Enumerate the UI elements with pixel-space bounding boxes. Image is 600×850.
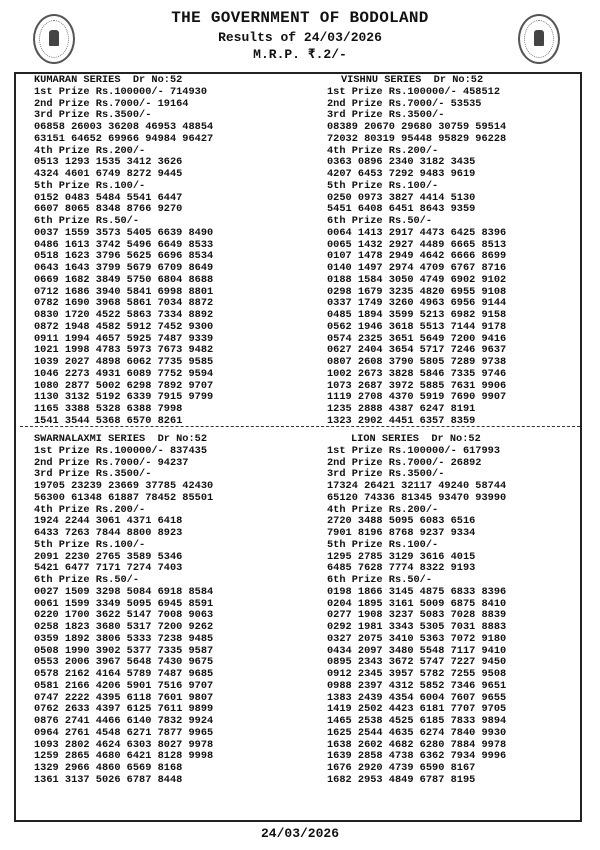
fourth-prize-numbers: 1924 2244 3061 4371 6418 [34, 515, 183, 528]
sixth-prize-numbers: 0292 1981 3343 5305 7031 8883 [327, 621, 507, 633]
fourth-prize-numbers: 7901 8196 8768 9237 9334 [327, 527, 476, 539]
sixth-prize-numbers: 0643 1643 3799 5679 6709 8649 [34, 262, 214, 274]
fourth-prize-numbers: 6433 7263 7844 8800 8923 [34, 527, 183, 539]
sixth-prize-numbers: 0485 1894 3599 5213 6982 9158 [327, 309, 507, 321]
sixth-prize-numbers: 0518 1623 3796 5625 6696 8534 [34, 250, 214, 263]
sixth-prize-numbers: 0140 1497 2974 4709 6767 8716 [327, 262, 507, 274]
sixth-prize-numbers: 1361 3137 5026 6787 8448 [34, 773, 183, 786]
fourth-prize-numbers: 4324 4601 6749 8272 9445 [34, 168, 183, 180]
sixth-prize-numbers: 0204 1895 3161 5009 6875 8410 [327, 597, 507, 610]
third-prize-numbers: 56300 61348 61887 78452 85501 [34, 491, 214, 504]
third-prize-label: 3rd Prize Rs.3500/- [34, 468, 152, 481]
fifth-prize-numbers: 6607 8065 8348 8766 9270 [34, 203, 183, 216]
sixth-prize-label: 6th Prize Rs.50/- [327, 574, 433, 586]
sixth-prize-numbers: 0578 2162 4164 5789 7487 9685 [34, 668, 214, 680]
sixth-prize-numbers: 1080 2877 5002 6298 7892 9707 [34, 379, 214, 392]
third-prize-numbers: 08389 20670 29680 30759 59514 [327, 121, 507, 133]
sixth-prize-numbers: 1541 3544 5368 6570 8261 [34, 414, 183, 427]
second-prize: 2nd Prize Rs.7000/- 53535 [327, 97, 482, 110]
fourth-prize-numbers: 4207 6453 7292 9483 9619 [327, 168, 476, 180]
sixth-prize-numbers: 1093 2802 4624 6303 8027 9978 [34, 738, 214, 751]
third-prize-numbers: 06858 26003 36208 46953 48854 [34, 121, 214, 133]
fifth-prize-label: 5th Prize Rs.100/- [327, 538, 439, 551]
third-prize-numbers: 63151 64652 69966 94984 96427 [34, 132, 214, 145]
sixth-prize-numbers: 0061 1599 3349 5095 6945 8591 [34, 597, 214, 610]
sixth-prize-numbers: 1639 2858 4738 6362 7934 9996 [327, 750, 507, 763]
third-prize-numbers: 17324 26421 32117 49240 58744 [327, 480, 507, 492]
state-emblem-icon [518, 14, 560, 64]
first-prize: 1st Prize Rs.100000/- 714930 [34, 85, 208, 98]
sixth-prize-numbers: 0574 2325 3651 5649 7200 9416 [327, 332, 507, 345]
fifth-prize-numbers: 2091 2230 2765 3589 5346 [34, 550, 183, 563]
fourth-prize-numbers: 0513 1293 1535 3412 3626 [34, 156, 183, 169]
sixth-prize-numbers: 0669 1682 3849 5750 6804 8688 [34, 273, 214, 286]
sixth-prize-numbers: 1073 2687 3972 5885 7631 9906 [327, 379, 507, 392]
sixth-prize-numbers: 1419 2502 4423 6181 7707 9705 [327, 703, 507, 716]
third-prize-label: 3rd Prize Rs.3500/- [327, 109, 445, 122]
document-header [0, 0, 600, 72]
sixth-prize-numbers: 0359 1892 3806 5333 7238 9485 [34, 632, 214, 645]
fourth-prize-label: 4th Prize Rs.200/- [34, 144, 146, 157]
series-block-swarnalaxmi [34, 434, 213, 787]
fourth-prize-label: 4th Prize Rs.200/- [327, 503, 439, 516]
sixth-prize-numbers: 0188 1584 3050 4749 6902 9102 [327, 273, 507, 286]
fifth-prize-numbers: 5451 6408 6451 8643 9359 [327, 203, 476, 216]
sixth-prize-numbers: 0782 1690 3968 5861 7034 8872 [34, 297, 214, 310]
sixth-prize-numbers: 0064 1413 2917 4473 6425 8396 [327, 226, 507, 239]
sixth-prize-numbers: 0830 1720 4522 5863 7334 8892 [34, 309, 214, 321]
sixth-prize-numbers: 0562 1946 3618 5513 7144 9178 [327, 320, 507, 333]
series-block-vishnu [327, 75, 506, 428]
first-prize: 1st Prize Rs.100000/- 458512 [327, 85, 501, 98]
fourth-prize-label: 4th Prize Rs.200/- [34, 503, 146, 516]
sixth-prize-numbers: 0747 2222 4395 6118 7601 9807 [34, 691, 214, 704]
sixth-prize-numbers: 1676 2920 4739 6590 8167 [327, 762, 476, 774]
series-title: LION SERIES Dr No:52 [351, 433, 481, 445]
fifth-prize-numbers: 0250 0973 3827 4414 5130 [327, 191, 476, 204]
sixth-prize-numbers: 0434 2097 3480 5548 7117 9410 [327, 644, 507, 657]
document-title: THE GOVERNMENT OF BODOLAND [171, 9, 429, 27]
sixth-prize-numbers: 1329 2966 4860 6569 8168 [34, 762, 183, 774]
sixth-prize-numbers: 1039 2027 4898 6062 7735 9585 [34, 356, 214, 368]
sixth-prize-numbers: 1323 2902 4451 6357 8359 [327, 414, 476, 427]
sixth-prize-numbers: 0553 2006 3967 5648 7430 9675 [34, 656, 214, 669]
sixth-prize-numbers: 0807 2608 3790 5805 7289 9738 [327, 356, 507, 368]
series-block-kumaran [34, 75, 213, 428]
sixth-prize-numbers: 0027 1509 3298 5084 6918 8584 [34, 585, 214, 598]
series-separator [20, 426, 580, 427]
second-prize: 2nd Prize Rs.7000/- 26892 [327, 456, 482, 469]
sixth-prize-numbers: 1625 2544 4635 6274 7840 9930 [327, 726, 507, 739]
sixth-prize-numbers: 0988 2397 4312 5852 7346 9651 [327, 679, 507, 692]
second-prize: 2nd Prize Rs.7000/- 19164 [34, 97, 189, 110]
sixth-prize-label: 6th Prize Rs.50/- [34, 574, 140, 586]
mrp-price: M.R.P. ₹.2/- [253, 47, 347, 62]
fourth-prize-numbers: 0363 0896 2340 3182 3435 [327, 156, 476, 169]
first-prize: 1st Prize Rs.100000/- 617993 [327, 444, 501, 457]
sixth-prize-numbers: 0298 1679 3235 4820 6955 9108 [327, 285, 507, 298]
sixth-prize-numbers: 1383 2439 4354 6004 7607 9655 [327, 691, 507, 704]
sixth-prize-numbers: 1002 2673 3828 5846 7335 9746 [327, 367, 507, 380]
sixth-prize-numbers: 1259 2865 4680 6421 8128 9998 [34, 750, 214, 763]
third-prize-numbers: 19705 23239 23669 37785 42430 [34, 480, 214, 492]
sixth-prize-numbers: 0872 1948 4582 5912 7452 9300 [34, 320, 214, 333]
fifth-prize-numbers: 1295 2785 3129 3616 4015 [327, 550, 476, 563]
sixth-prize-numbers: 0895 2343 3672 5747 7227 9450 [327, 656, 507, 669]
sixth-prize-numbers: 0627 2404 3654 5717 7246 9637 [327, 344, 507, 357]
fourth-prize-label: 4th Prize Rs.200/- [327, 144, 439, 157]
sixth-prize-numbers: 0964 2761 4548 6271 7877 9965 [34, 726, 214, 739]
fifth-prize-label: 5th Prize Rs.100/- [34, 538, 146, 551]
sixth-prize-numbers: 0258 1823 3680 5317 7200 9262 [34, 621, 214, 633]
second-prize: 2nd Prize Rs.7000/- 94237 [34, 456, 189, 469]
sixth-prize-numbers: 0912 2345 3957 5782 7255 9508 [327, 668, 507, 680]
sixth-prize-numbers: 0107 1478 2949 4642 6666 8699 [327, 250, 507, 263]
sixth-prize-numbers: 1021 1998 4783 5973 7673 9482 [34, 344, 214, 357]
fifth-prize-numbers: 5421 6477 7171 7274 7403 [34, 562, 183, 575]
sixth-prize-numbers: 1119 2708 4370 5919 7690 9907 [327, 391, 507, 404]
sixth-prize-numbers: 1130 3132 5192 6339 7915 9799 [34, 391, 214, 404]
series-title: SWARNALAXMI SERIES Dr No:52 [34, 433, 208, 445]
third-prize-label: 3rd Prize Rs.3500/- [34, 109, 152, 122]
fifth-prize-numbers: 6485 7628 7774 8322 9193 [327, 562, 476, 575]
series-title: KUMARAN SERIES Dr No:52 [34, 74, 183, 86]
sixth-prize-numbers: 1638 2602 4682 6280 7884 9978 [327, 738, 507, 751]
sixth-prize-numbers: 1165 3388 5328 6388 7998 [34, 403, 183, 415]
sixth-prize-numbers: 1465 2538 4525 6185 7833 9894 [327, 715, 507, 727]
sixth-prize-numbers: 0486 1613 3742 5496 6649 8533 [34, 238, 214, 251]
fourth-prize-numbers: 2720 3488 5095 6083 6516 [327, 515, 476, 528]
sixth-prize-numbers: 0198 1866 3145 4875 6833 8396 [327, 585, 507, 598]
sixth-prize-numbers: 0337 1749 3260 4963 6956 9144 [327, 297, 507, 310]
sixth-prize-numbers: 0712 1686 3940 5841 6998 8801 [34, 285, 214, 298]
sixth-prize-label: 6th Prize Rs.50/- [327, 215, 433, 227]
sixth-prize-numbers: 0277 1908 3237 5083 7028 8839 [327, 609, 507, 622]
sixth-prize-label: 6th Prize Rs.50/- [34, 215, 140, 227]
sixth-prize-numbers: 0508 1990 3902 5377 7335 9587 [34, 644, 214, 657]
sixth-prize-numbers: 0327 2075 3410 5363 7072 9180 [327, 632, 507, 645]
third-prize-numbers: 72032 80319 95448 95829 96228 [327, 132, 507, 145]
series-title: VISHNU SERIES Dr No:52 [341, 74, 484, 86]
sixth-prize-numbers: 0876 2741 4466 6140 7832 9924 [34, 715, 214, 727]
first-prize: 1st Prize Rs.100000/- 837435 [34, 444, 208, 457]
sixth-prize-numbers: 1235 2888 4387 6247 8191 [327, 403, 476, 415]
sixth-prize-numbers: 0037 1559 3573 5405 6639 8490 [34, 226, 214, 239]
results-date-heading: Results of 24/03/2026 [218, 30, 382, 45]
third-prize-label: 3rd Prize Rs.3500/- [327, 468, 445, 481]
fifth-prize-label: 5th Prize Rs.100/- [327, 179, 439, 192]
sixth-prize-numbers: 0220 1700 3622 5147 7008 9063 [34, 609, 214, 622]
sixth-prize-numbers: 0911 1994 4657 5925 7487 9339 [34, 332, 214, 345]
fifth-prize-numbers: 0152 0483 5484 5541 6447 [34, 191, 183, 204]
third-prize-numbers: 65120 74336 81345 93470 93990 [327, 491, 507, 504]
sixth-prize-numbers: 1046 2273 4931 6089 7752 9594 [34, 367, 214, 380]
series-block-lion [327, 434, 506, 787]
sixth-prize-numbers: 0581 2166 4206 5901 7516 9707 [34, 679, 214, 692]
sixth-prize-numbers: 0065 1432 2927 4489 6665 8513 [327, 238, 507, 251]
sixth-prize-numbers: 1682 2953 4849 6787 8195 [327, 773, 476, 786]
footer-date: 24/03/2026 [260, 826, 339, 841]
sixth-prize-numbers: 0762 2633 4397 6125 7611 9899 [34, 703, 214, 716]
fifth-prize-label: 5th Prize Rs.100/- [34, 179, 146, 192]
